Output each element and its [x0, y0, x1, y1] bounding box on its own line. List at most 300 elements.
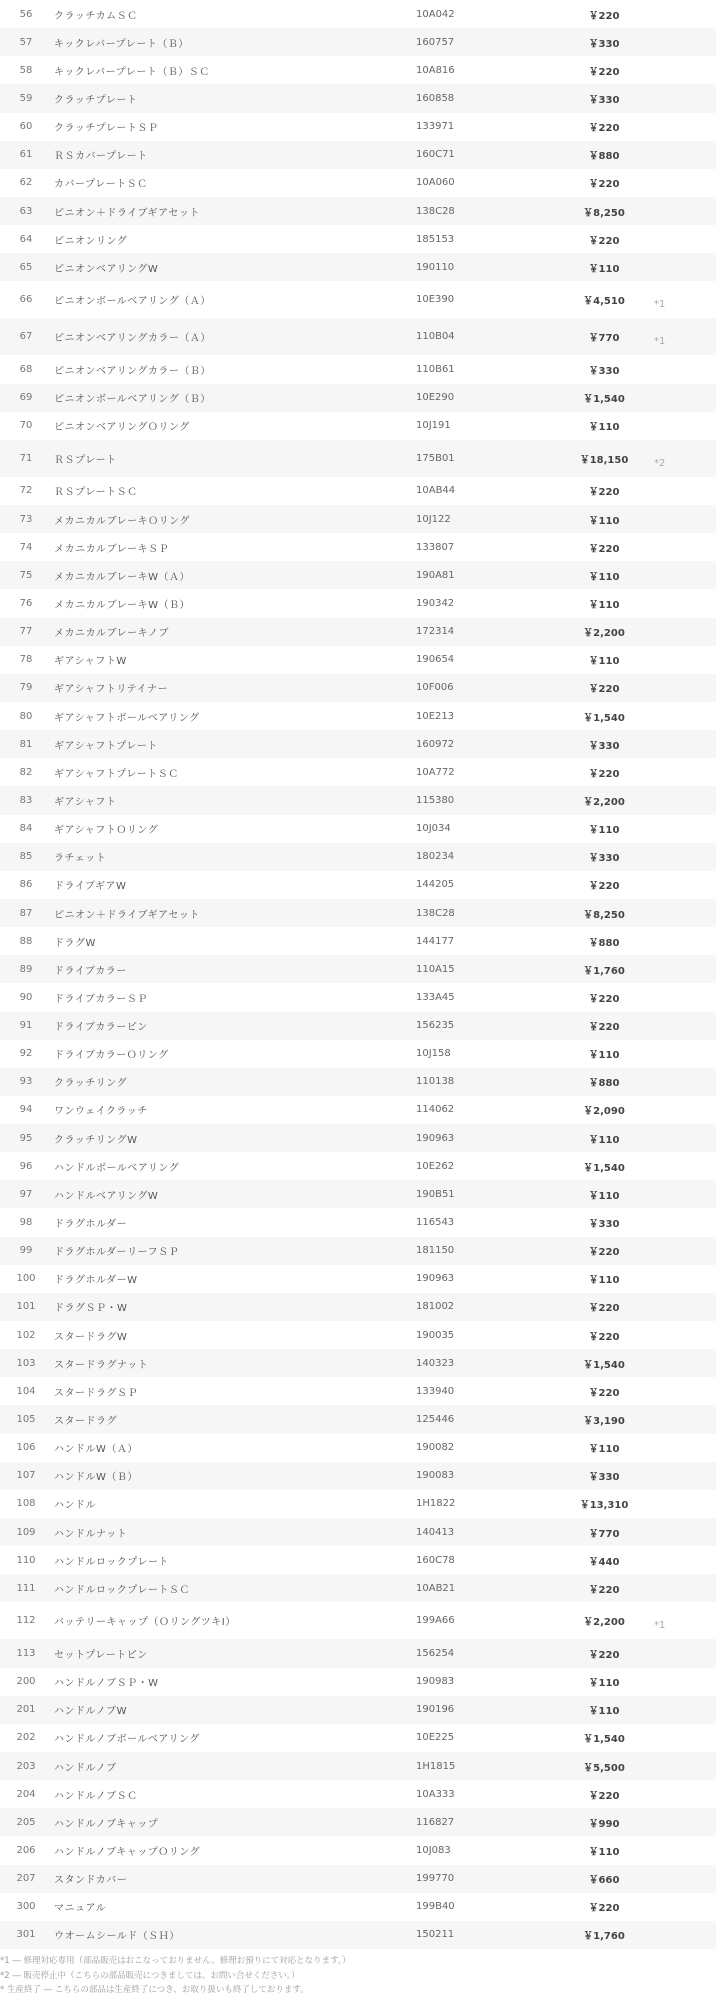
part-name: ＲＳプレート	[54, 454, 117, 466]
part-name: ウオームシールド（ＳＨ）	[54, 1931, 180, 1943]
part-price: ￥330	[588, 1472, 620, 1484]
part-name: スタードラグW	[54, 1331, 128, 1343]
table-row	[0, 113, 716, 141]
part-code: 175B01	[416, 452, 455, 464]
part-price: ￥880	[588, 151, 620, 163]
part-code: 10E225	[416, 1732, 455, 1744]
part-name: ギアシャフトＯリング	[54, 825, 159, 837]
part-number: 301	[16, 1929, 36, 1941]
part-price: ￥110	[588, 825, 620, 837]
part-code: 10A816	[416, 64, 455, 76]
part-note	[654, 412, 716, 440]
part-name: ハンドルノブＳＣ	[54, 1790, 138, 1802]
part-note	[654, 197, 716, 225]
part-number: 71	[19, 452, 33, 464]
part-name: ハンドルボールベアリング	[54, 1162, 180, 1174]
part-note	[654, 758, 716, 786]
table-row	[0, 1921, 716, 1949]
part-code: 10J191	[416, 420, 451, 432]
table-row	[0, 1152, 716, 1180]
part-price: ￥220	[588, 1584, 620, 1596]
part-price: ￥1,540	[583, 394, 625, 406]
part-note	[654, 1152, 716, 1180]
part-number: 79	[19, 682, 33, 694]
part-price: ￥220	[588, 487, 620, 499]
part-note	[654, 1208, 716, 1236]
part-code: 133971	[416, 121, 455, 133]
part-name: ワンウェイクラッチ	[54, 1106, 148, 1118]
table-row	[0, 1462, 716, 1490]
part-number: 74	[19, 541, 33, 553]
table-row	[0, 702, 716, 730]
part-note	[654, 0, 716, 28]
part-name: ハンドルノブキャップＯリング	[54, 1847, 200, 1858]
table-row	[0, 1012, 716, 1040]
part-note	[654, 281, 716, 318]
table-row	[0, 281, 716, 318]
part-code: 10J122	[416, 513, 451, 525]
part-price: ￥220	[588, 1387, 620, 1399]
part-note	[654, 1012, 716, 1040]
table-row	[0, 1124, 716, 1152]
table-row	[0, 983, 716, 1011]
part-number: 88	[19, 935, 33, 947]
part-code: 10AB21	[416, 1582, 456, 1594]
part-number: 85	[19, 851, 33, 863]
part-code: 160757	[416, 36, 455, 48]
part-number: 204	[16, 1788, 36, 1800]
part-name: ＲＳプレートＳＣ	[54, 487, 138, 499]
part-name: ラチェット	[54, 853, 107, 865]
part-note	[654, 225, 716, 253]
part-code: 10J034	[416, 823, 451, 835]
table-row	[0, 1780, 716, 1808]
part-note	[654, 871, 716, 899]
part-note	[654, 56, 716, 84]
part-price: ￥220	[588, 1331, 620, 1343]
part-code: 190963	[416, 1273, 455, 1285]
part-name: スタードラグＳＰ	[54, 1387, 138, 1399]
table-row	[0, 1208, 716, 1236]
table-row	[0, 440, 716, 477]
part-note	[654, 815, 716, 843]
part-number: 57	[19, 36, 33, 48]
part-code: 190A81	[416, 569, 455, 581]
part-name: ギアシャフトW	[54, 656, 127, 668]
part-number: 205	[16, 1816, 36, 1828]
part-number: 90	[19, 991, 33, 1003]
part-number: 58	[19, 64, 33, 76]
part-note	[654, 318, 716, 355]
part-note	[654, 646, 716, 674]
table-row	[0, 197, 716, 225]
table-row	[0, 56, 716, 84]
part-price: ￥110	[588, 1847, 620, 1858]
part-code: 133A45	[416, 991, 455, 1003]
part-number: 76	[19, 597, 33, 609]
part-note	[654, 843, 716, 871]
part-number: 69	[19, 392, 33, 404]
part-number: 99	[19, 1245, 33, 1257]
table-row	[0, 758, 716, 786]
table-row	[0, 927, 716, 955]
table-row	[0, 477, 716, 505]
part-note	[654, 533, 716, 561]
part-name: ハンドルノブ	[54, 1762, 117, 1774]
part-number: 80	[19, 710, 33, 722]
part-note	[654, 1321, 716, 1349]
part-name: ギアシャフト	[54, 796, 117, 808]
table-row	[0, 899, 716, 927]
table-row	[0, 871, 716, 899]
part-name: クラッチリング	[54, 1078, 128, 1090]
part-code: 114062	[416, 1104, 455, 1116]
part-price: ￥110	[588, 1706, 620, 1718]
part-note	[654, 1405, 716, 1433]
part-code: 185153	[416, 233, 455, 245]
table-row	[0, 730, 716, 758]
part-name: ドラグＳＰ・W	[54, 1303, 128, 1315]
part-code: 116827	[416, 1816, 455, 1828]
table-row	[0, 1574, 716, 1602]
part-name: ハンドルノブキャップ	[54, 1818, 159, 1830]
part-number: 108	[16, 1498, 36, 1510]
part-price: ￥220	[588, 768, 620, 780]
part-number: 61	[19, 149, 33, 161]
part-code: 190963	[416, 1132, 455, 1144]
table-row	[0, 1668, 716, 1696]
table-row	[0, 1893, 716, 1921]
part-code: 116543	[416, 1217, 455, 1229]
part-name: ギアシャフトプレートＳＣ	[54, 768, 179, 780]
part-code: 10F006	[416, 682, 454, 694]
part-code: 199A66	[416, 1615, 455, 1627]
part-number: 107	[16, 1470, 36, 1482]
part-price: ￥220	[588, 235, 620, 247]
part-price: ￥330	[588, 1219, 620, 1231]
part-number: 102	[16, 1329, 36, 1341]
table-row	[0, 843, 716, 871]
part-note	[654, 1040, 716, 1068]
part-code: 190B51	[416, 1188, 455, 1200]
part-number: 95	[19, 1132, 33, 1144]
part-code: 140323	[416, 1357, 455, 1369]
part-code: 144205	[416, 879, 455, 891]
part-note	[654, 384, 716, 412]
footnote-1: *1 ― 修理対応専用（部品販売はおこなっておりません。修理お預りにて対応となります。）	[0, 1956, 351, 1966]
part-name: マニュアル	[54, 1903, 107, 1915]
part-name: ピニオンベアリングW	[54, 263, 159, 275]
part-number: 82	[19, 766, 33, 778]
part-price: ￥1,540	[583, 1162, 625, 1174]
part-price: ￥110	[588, 1050, 620, 1062]
part-note	[654, 1724, 716, 1752]
part-name: ドライブギアW	[54, 881, 127, 893]
part-price: ￥330	[588, 38, 620, 50]
table-row	[0, 955, 716, 983]
part-name: ピニオンベアリングＯリング	[54, 422, 190, 434]
table-row	[0, 1490, 716, 1518]
part-number: 200	[16, 1676, 36, 1688]
part-name: スタンドカバー	[54, 1875, 128, 1887]
part-number: 112	[16, 1615, 36, 1627]
part-note	[654, 28, 716, 56]
part-price: ￥1,760	[583, 1931, 625, 1943]
part-price: ￥440	[588, 1556, 620, 1568]
part-number: 201	[16, 1704, 36, 1716]
part-code: 160C71	[416, 149, 455, 161]
part-note	[654, 1237, 716, 1265]
part-code: 156235	[416, 1020, 455, 1032]
part-code: 110B61	[416, 363, 455, 375]
part-name: セットプレートピン	[54, 1650, 148, 1662]
table-row	[0, 1096, 716, 1124]
table-row	[0, 1639, 716, 1667]
part-note	[654, 674, 716, 702]
part-name: ピニオンボールベアリング（Ａ）	[54, 296, 211, 308]
part-name: ドラグホルダー	[54, 1219, 128, 1231]
part-note	[654, 1893, 716, 1921]
part-note	[654, 1180, 716, 1208]
part-code: 10A060	[416, 177, 455, 189]
part-code: 140413	[416, 1526, 455, 1538]
part-name: カバープレートＳＣ	[54, 179, 148, 191]
part-name: スタードラグ	[54, 1416, 117, 1428]
part-code: 190342	[416, 597, 455, 609]
part-code: 138C28	[416, 205, 455, 217]
part-code: 10E262	[416, 1160, 455, 1172]
part-price: ￥1,540	[583, 1359, 625, 1371]
part-number: 91	[19, 1020, 33, 1032]
part-price: ￥110	[588, 422, 620, 434]
part-name: メカニカルブレーキノブ	[54, 628, 169, 640]
part-code: 1H1815	[416, 1760, 456, 1772]
part-code: 10A772	[416, 766, 455, 778]
part-code: 10E290	[416, 392, 455, 404]
part-note	[654, 1490, 716, 1518]
part-name: クラッチプレートＳＰ	[54, 123, 159, 135]
part-number: 103	[16, 1357, 36, 1369]
part-code: 133940	[416, 1385, 455, 1397]
part-number: 62	[19, 177, 33, 189]
part-note	[654, 927, 716, 955]
table-row	[0, 618, 716, 646]
table-row	[0, 646, 716, 674]
part-number: 206	[16, 1845, 36, 1856]
part-price: ￥5,500	[583, 1762, 625, 1774]
table-row	[0, 84, 716, 112]
part-code: 190654	[416, 654, 455, 666]
part-name: キックレバープレート（Ｂ）	[54, 38, 189, 50]
part-code: 10J158	[416, 1048, 451, 1060]
part-number: 67	[19, 331, 33, 343]
part-code: 172314	[416, 626, 455, 638]
part-code: 110A15	[416, 963, 455, 975]
table-row	[0, 1434, 716, 1462]
part-price: ￥1,540	[583, 1734, 625, 1746]
part-name: ドライブカラーＳＰ	[54, 993, 148, 1005]
table-row	[0, 1724, 716, 1752]
part-price: ￥8,250	[583, 909, 625, 921]
part-name: ピニオン＋ドライブギアセット	[54, 207, 200, 219]
part-number: 78	[19, 654, 33, 666]
part-note	[654, 253, 716, 281]
part-name: ドラグホルダーW	[54, 1275, 138, 1287]
table-row	[0, 355, 716, 383]
footnote-3: * 生産終了 ― こちらの部品は生産終了につき、お取り扱いも終了しております。	[0, 1985, 309, 1995]
part-number: 202	[16, 1732, 36, 1744]
part-note	[654, 84, 716, 112]
part-number: 68	[19, 363, 33, 375]
part-price: ￥220	[588, 1650, 620, 1662]
part-number: 89	[19, 963, 33, 975]
part-price: ￥220	[588, 123, 620, 135]
part-number: 207	[16, 1873, 36, 1885]
part-name: メカニカルブレーキＳＰ	[54, 543, 170, 555]
part-price: ￥220	[588, 881, 620, 893]
part-note	[654, 1780, 716, 1808]
part-note	[654, 113, 716, 141]
part-name: ハンドル	[54, 1500, 96, 1512]
table-row	[0, 1405, 716, 1433]
table-row	[0, 1377, 716, 1405]
part-number: 87	[19, 907, 33, 919]
part-code: 133807	[416, 541, 455, 553]
table-row	[0, 1068, 716, 1096]
part-price: ￥2,200	[583, 796, 625, 808]
note-marker: *1	[654, 299, 666, 311]
part-price: ￥1,760	[583, 965, 625, 977]
part-note	[654, 1696, 716, 1724]
part-name: ハンドルW（Ａ）	[54, 1444, 138, 1456]
part-price: ￥110	[588, 656, 620, 668]
table-row	[0, 533, 716, 561]
table-row	[0, 253, 716, 281]
part-number: 100	[16, 1273, 36, 1285]
part-note	[654, 1518, 716, 1546]
table-row	[0, 169, 716, 197]
part-number: 92	[19, 1048, 33, 1060]
part-number: 110	[16, 1554, 36, 1566]
part-code: 10AB44	[416, 485, 456, 497]
part-name: ピニオン＋ドライブギアセット	[54, 909, 200, 921]
part-price: ￥330	[588, 740, 620, 752]
part-name: ハンドルベアリングW	[54, 1190, 159, 1202]
part-price: ￥110	[588, 1275, 620, 1287]
part-note	[654, 1921, 716, 1949]
part-code: 138C28	[416, 907, 455, 919]
part-price: ￥13,310	[579, 1500, 629, 1512]
table-row	[0, 1349, 716, 1377]
part-price: ￥8,250	[583, 207, 625, 219]
part-price: ￥110	[588, 1134, 620, 1146]
part-name: ギアシャフトプレート	[54, 740, 158, 752]
part-note	[654, 440, 716, 477]
part-price: ￥220	[588, 1022, 620, 1034]
part-note	[654, 1377, 716, 1405]
part-note	[654, 561, 716, 589]
part-code: 190196	[416, 1704, 455, 1716]
part-number: 96	[19, 1160, 33, 1172]
part-note	[654, 355, 716, 383]
part-note	[654, 1293, 716, 1321]
note-marker: *1	[654, 1620, 666, 1632]
table-row	[0, 505, 716, 533]
part-code: 156254	[416, 1648, 455, 1660]
part-code: 190110	[416, 261, 455, 273]
part-code: 181150	[416, 1245, 455, 1257]
part-note	[654, 702, 716, 730]
part-name: ハンドルノブＳＰ・W	[54, 1678, 159, 1690]
table-row	[0, 1696, 716, 1724]
part-code: 160C78	[416, 1554, 455, 1566]
part-name: ピニオンベアリングカラー（Ｂ）	[54, 365, 211, 377]
table-row	[0, 1293, 716, 1321]
table-row	[0, 561, 716, 589]
table-row	[0, 1836, 716, 1864]
part-number: 105	[16, 1414, 36, 1426]
table-row	[0, 225, 716, 253]
part-price: ￥330	[588, 94, 620, 106]
part-name: ＲＳカバープレート	[54, 151, 148, 163]
part-note	[654, 983, 716, 1011]
part-price: ￥220	[588, 684, 620, 696]
part-code: 110138	[416, 1076, 455, 1088]
part-name: ギアシャフトリテイナー	[54, 684, 168, 696]
part-number: 98	[19, 1217, 33, 1229]
part-price: ￥220	[588, 993, 620, 1005]
part-name: ピニオンベアリングカラー（Ａ）	[54, 333, 211, 345]
part-note	[654, 1068, 716, 1096]
table-row	[0, 674, 716, 702]
table-row	[0, 1546, 716, 1574]
footnotes	[0, 1954, 351, 1998]
part-code: 144177	[416, 935, 455, 947]
part-price: ￥110	[588, 571, 620, 583]
part-code: 10A333	[416, 1788, 455, 1800]
table-row	[0, 589, 716, 617]
part-price: ￥220	[588, 66, 620, 78]
part-price: ￥220	[588, 1903, 620, 1915]
part-number: 56	[19, 8, 33, 20]
part-note	[654, 1602, 716, 1639]
part-name: ドライブカラーＯリング	[54, 1050, 169, 1062]
part-number: 73	[19, 513, 33, 525]
part-name: ピニオンボールベアリング（Ｂ）	[54, 394, 211, 406]
part-code: 199B40	[416, 1901, 455, 1913]
part-code: 180234	[416, 851, 455, 863]
part-code: 160858	[416, 92, 455, 104]
part-number: 300	[16, 1901, 36, 1913]
part-note	[654, 589, 716, 617]
table-row	[0, 815, 716, 843]
part-code: 110B04	[416, 331, 455, 343]
table-row	[0, 318, 716, 355]
part-code: 181002	[416, 1301, 455, 1313]
part-price: ￥110	[588, 599, 620, 611]
part-name: ハンドルナット	[54, 1528, 128, 1540]
part-price: ￥110	[588, 1678, 620, 1690]
part-code: 10E213	[416, 710, 455, 722]
part-note	[654, 1752, 716, 1780]
part-price: ￥220	[588, 1303, 620, 1315]
part-name: キックレバープレート（Ｂ）ＳＣ	[54, 66, 210, 78]
part-number: 75	[19, 569, 33, 581]
part-price: ￥880	[588, 1078, 620, 1090]
part-name: スタードラグナット	[54, 1359, 149, 1371]
part-price: ￥110	[588, 1190, 620, 1202]
part-number: 77	[19, 626, 33, 638]
